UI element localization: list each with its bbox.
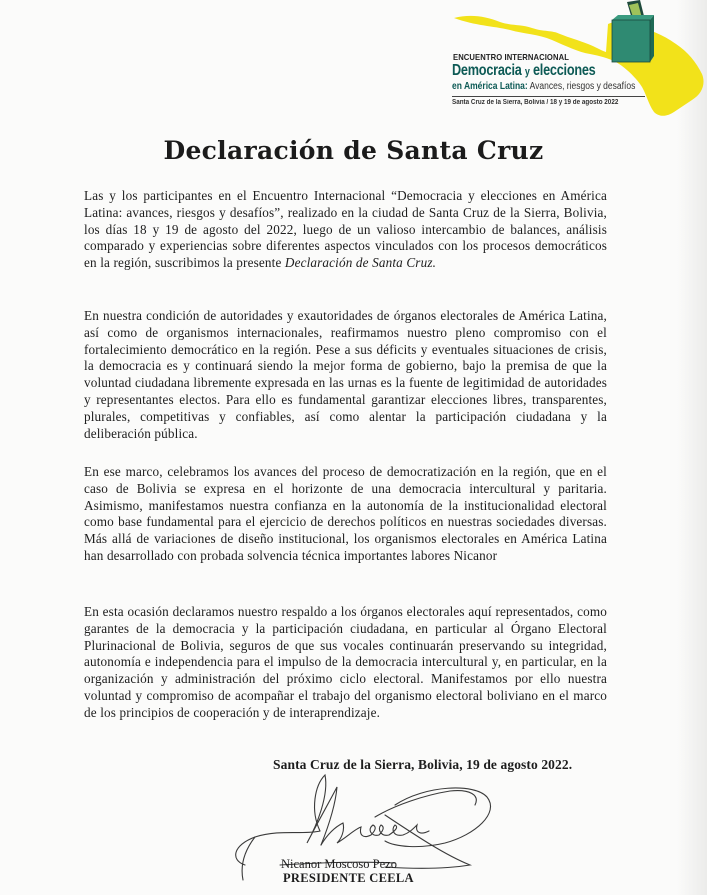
event-logo (440, 0, 707, 120)
logo-title-connector: y (524, 66, 530, 78)
ballot-box-icon (612, 0, 654, 62)
page-edge-shadow (677, 0, 707, 895)
signer-name: Nicanor Moscoso Pezo (281, 857, 397, 871)
signer-role: PRESIDENTE CEELA (283, 871, 414, 885)
logo-title-part: elecciones (529, 62, 596, 79)
logo-subtitle-bold: en América Latina: (452, 81, 528, 92)
paragraph-text: Las y los participantes en el Encuentro Internacional “Democracia y elecciones en América Latina: avances, riesgos y desafíos”, realizado en la ciudad de Santa Cruz de la Sierra, Bolivia, los días 18 y 19 de agosto del 2022, luego de un valioso intercambio de balances, análisis comparado y experiencias sobre diferentes aspectos vinculados con los procesos democráticos en la región, suscribimos la presente (84, 188, 607, 271)
logo-event-type: ENCUENTRO INTERNACIONAL (453, 52, 569, 62)
document-title: Declaración de Santa Cruz (163, 136, 544, 165)
paragraph-4: En esta ocasión declaramos nuestro respaldo a los órganos electorales aquí representados, como garantes de la democracia y la participación ciudadana, en particular al Órgano Electoral Plurinacional de Bolivia, seguros de que sus vocales continuarán preservando su integridad, autonomía e independencia para el impulso de la democracia intercultural y, en particular, en la organización y administración del próximo ciclo electoral. Manifestamos por ello nuestra voluntad y compromiso de acompañar el trabajo del organismo electoral boliviano en el marco de los principios de cooperación y de interaprendizaje. (84, 604, 607, 720)
paragraph-3: En ese marco, celebramos los avances del proceso de democratización en la región, que en el caso de Bolivia se expresa en el horizonte de una democracia intercultural y paritaria. Asimismo, manifestamos nuestra confianza en la autonomía de la institucionalidad electoral como base fundamental para el ejercicio de derechos políticos en nuestras sociedades diversas. Más allá de variaciones de diseño institucional, los organismos electorales en América Latina han desarrollado con probada solvencia técnica importantes labores Nicanor (84, 464, 607, 563)
cutoff-text-fragment (460, 887, 630, 895)
logo-title-part: Democracia (452, 62, 525, 79)
place-and-date: Santa Cruz de la Sierra, Bolivia, 19 de agosto 2022. (273, 757, 573, 772)
logo-divider (452, 96, 645, 97)
logo-subtitle-rest: Avances, riesgos y desafíos (527, 81, 636, 92)
paragraph-1 (84, 188, 607, 272)
logo-event-location-date: Santa Cruz de la Sierra, Bolivia / 18 y 19 de agosto 2022 (452, 99, 619, 106)
paragraph-2: En nuestra condición de autoridades y exautoridades de órganos electorales de América Latina, así como de organismos internacionales, reafirmamos nuestro pleno compromiso con el fortalecimiento democrático en la región. Pese a sus déficits y eventuales situaciones de crisis, la democracia es y continuará siendo la mejor forma de gobierno, bajo la premisa de que la voluntad ciudadana libremente expresada en las urnas es la fuente de legitimidad de autoridades y representantes electos. Para ello es fundamental garantizar elecciones libres, transparentes, plurales, competitivas y confiables, así como alentar la participación ciudadana y la deliberación pública. (84, 308, 607, 441)
logo-event-title (452, 62, 596, 80)
paragraph-emphasis: Declaración de Santa Cruz. (284, 255, 437, 271)
logo-event-subtitle (452, 81, 635, 92)
